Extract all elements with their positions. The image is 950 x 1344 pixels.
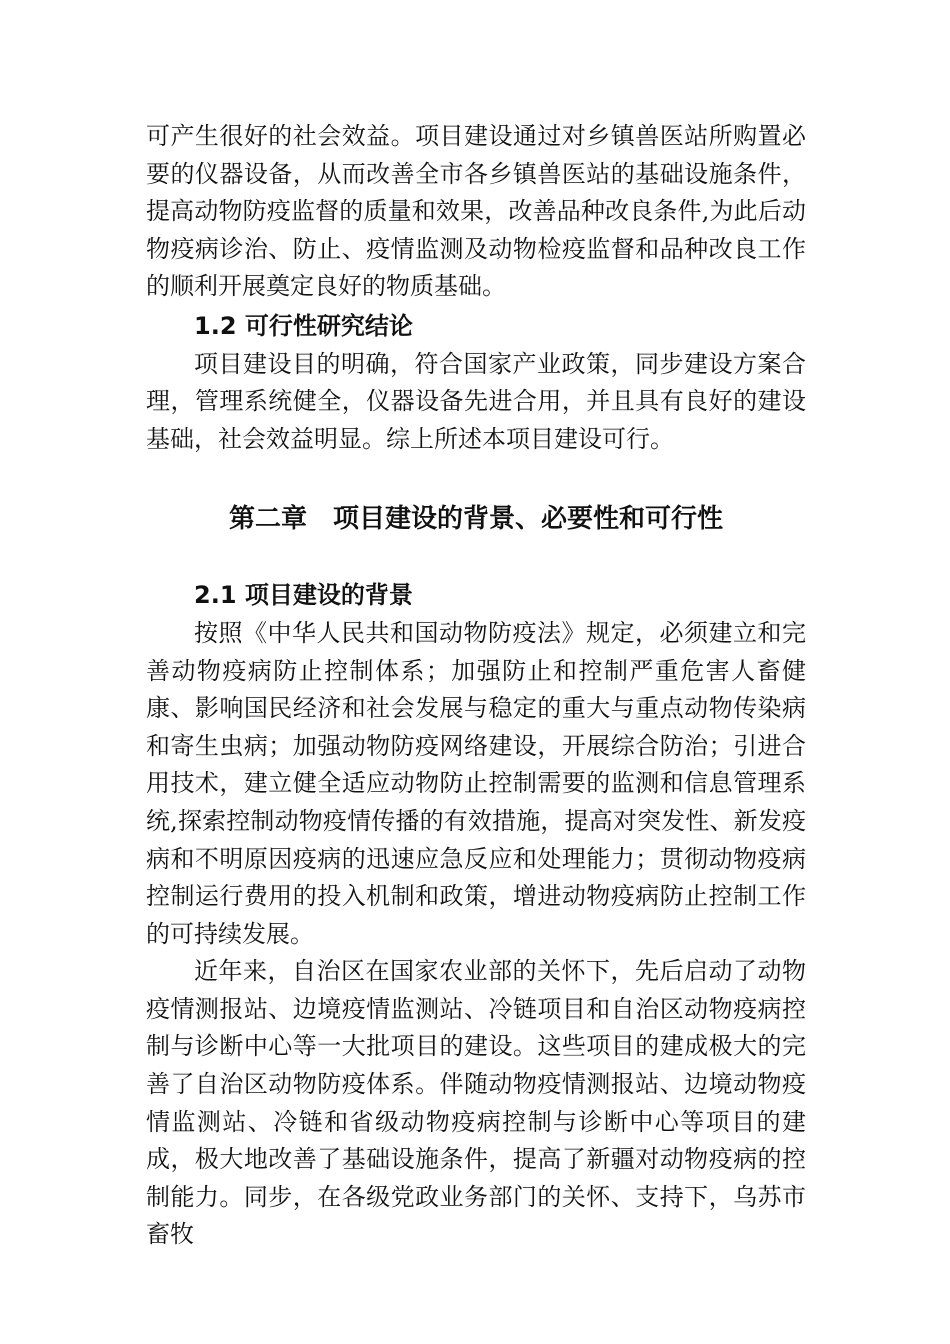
section-heading-2-1: 2.1 项目建设的背景 [194, 581, 413, 610]
section-heading-1-2: 1.2 可行性研究结论 [194, 311, 413, 340]
chapter-heading-2: 第二章 项目建设的背景、必要性和可行性 [228, 504, 723, 535]
paragraph-continuation: 可产生很好的社会效益。项目建设通过对乡镇兽医站所购置必要的仪器设备，从而改善全市各乡镇兽医站的基础设施条件，提高动物防疫监督的质量和效果，改善品种改良条件,为此后动物疫病诊治、防止、疫情监测及动物检疫监督和品种改良工作的顺利开展奠定良好的物质基础。 [146, 122, 806, 301]
paragraph-background-recent: 近年来，自治区在国家农业部的关怀下，先后启动了动物疫情测报站、边境疫情监测站、冷链项目和自治区动物疫病控制与诊断中心等一大批项目的建设。这些项目的建成极大的完善了自治区动物防疫体系。伴随动物疫情测报站、边境动物疫情监测站、冷链和省级动物疫病控制与诊断中心等项目的建成，极大地改善了基础设施条件，提高了新疆对动物疫病的控制能力。同步，在各级党政业务部门的关怀、支持下，乌苏市畜牧 [146, 957, 806, 1249]
paragraph-background-law: 按照《中华人民共和国动物防疫法》规定，必须建立和完善动物疫病防止控制体系；加强防止和控制严重危害人畜健康、影响国民经济和社会发展与稳定的重大与重点动物传染病和寄生虫病；加强动物防疫网络建设，开展综合防治；引进合用技术，建立健全适应动物防止控制需要的监测和信息管理系统,探索控制动物疫情传播的有效措施，提高对突发性、新发疫病和不明原因疫病的迅速应急反应和处理能力；贯彻动物疫病控制运行费用的投入机制和政策，增进动物疫病防止控制工作的可持续发展。 [146, 618, 806, 948]
document-page [146, 118, 806, 1254]
paragraph-feasibility-conclusion: 项目建设目的明确，符合国家产业政策，同步建设方案合理，管理系统健全，仪器设备先进合用，并且具有良好的建设基础，社会效益明显。综上所述本项目建设可行。 [146, 349, 806, 453]
